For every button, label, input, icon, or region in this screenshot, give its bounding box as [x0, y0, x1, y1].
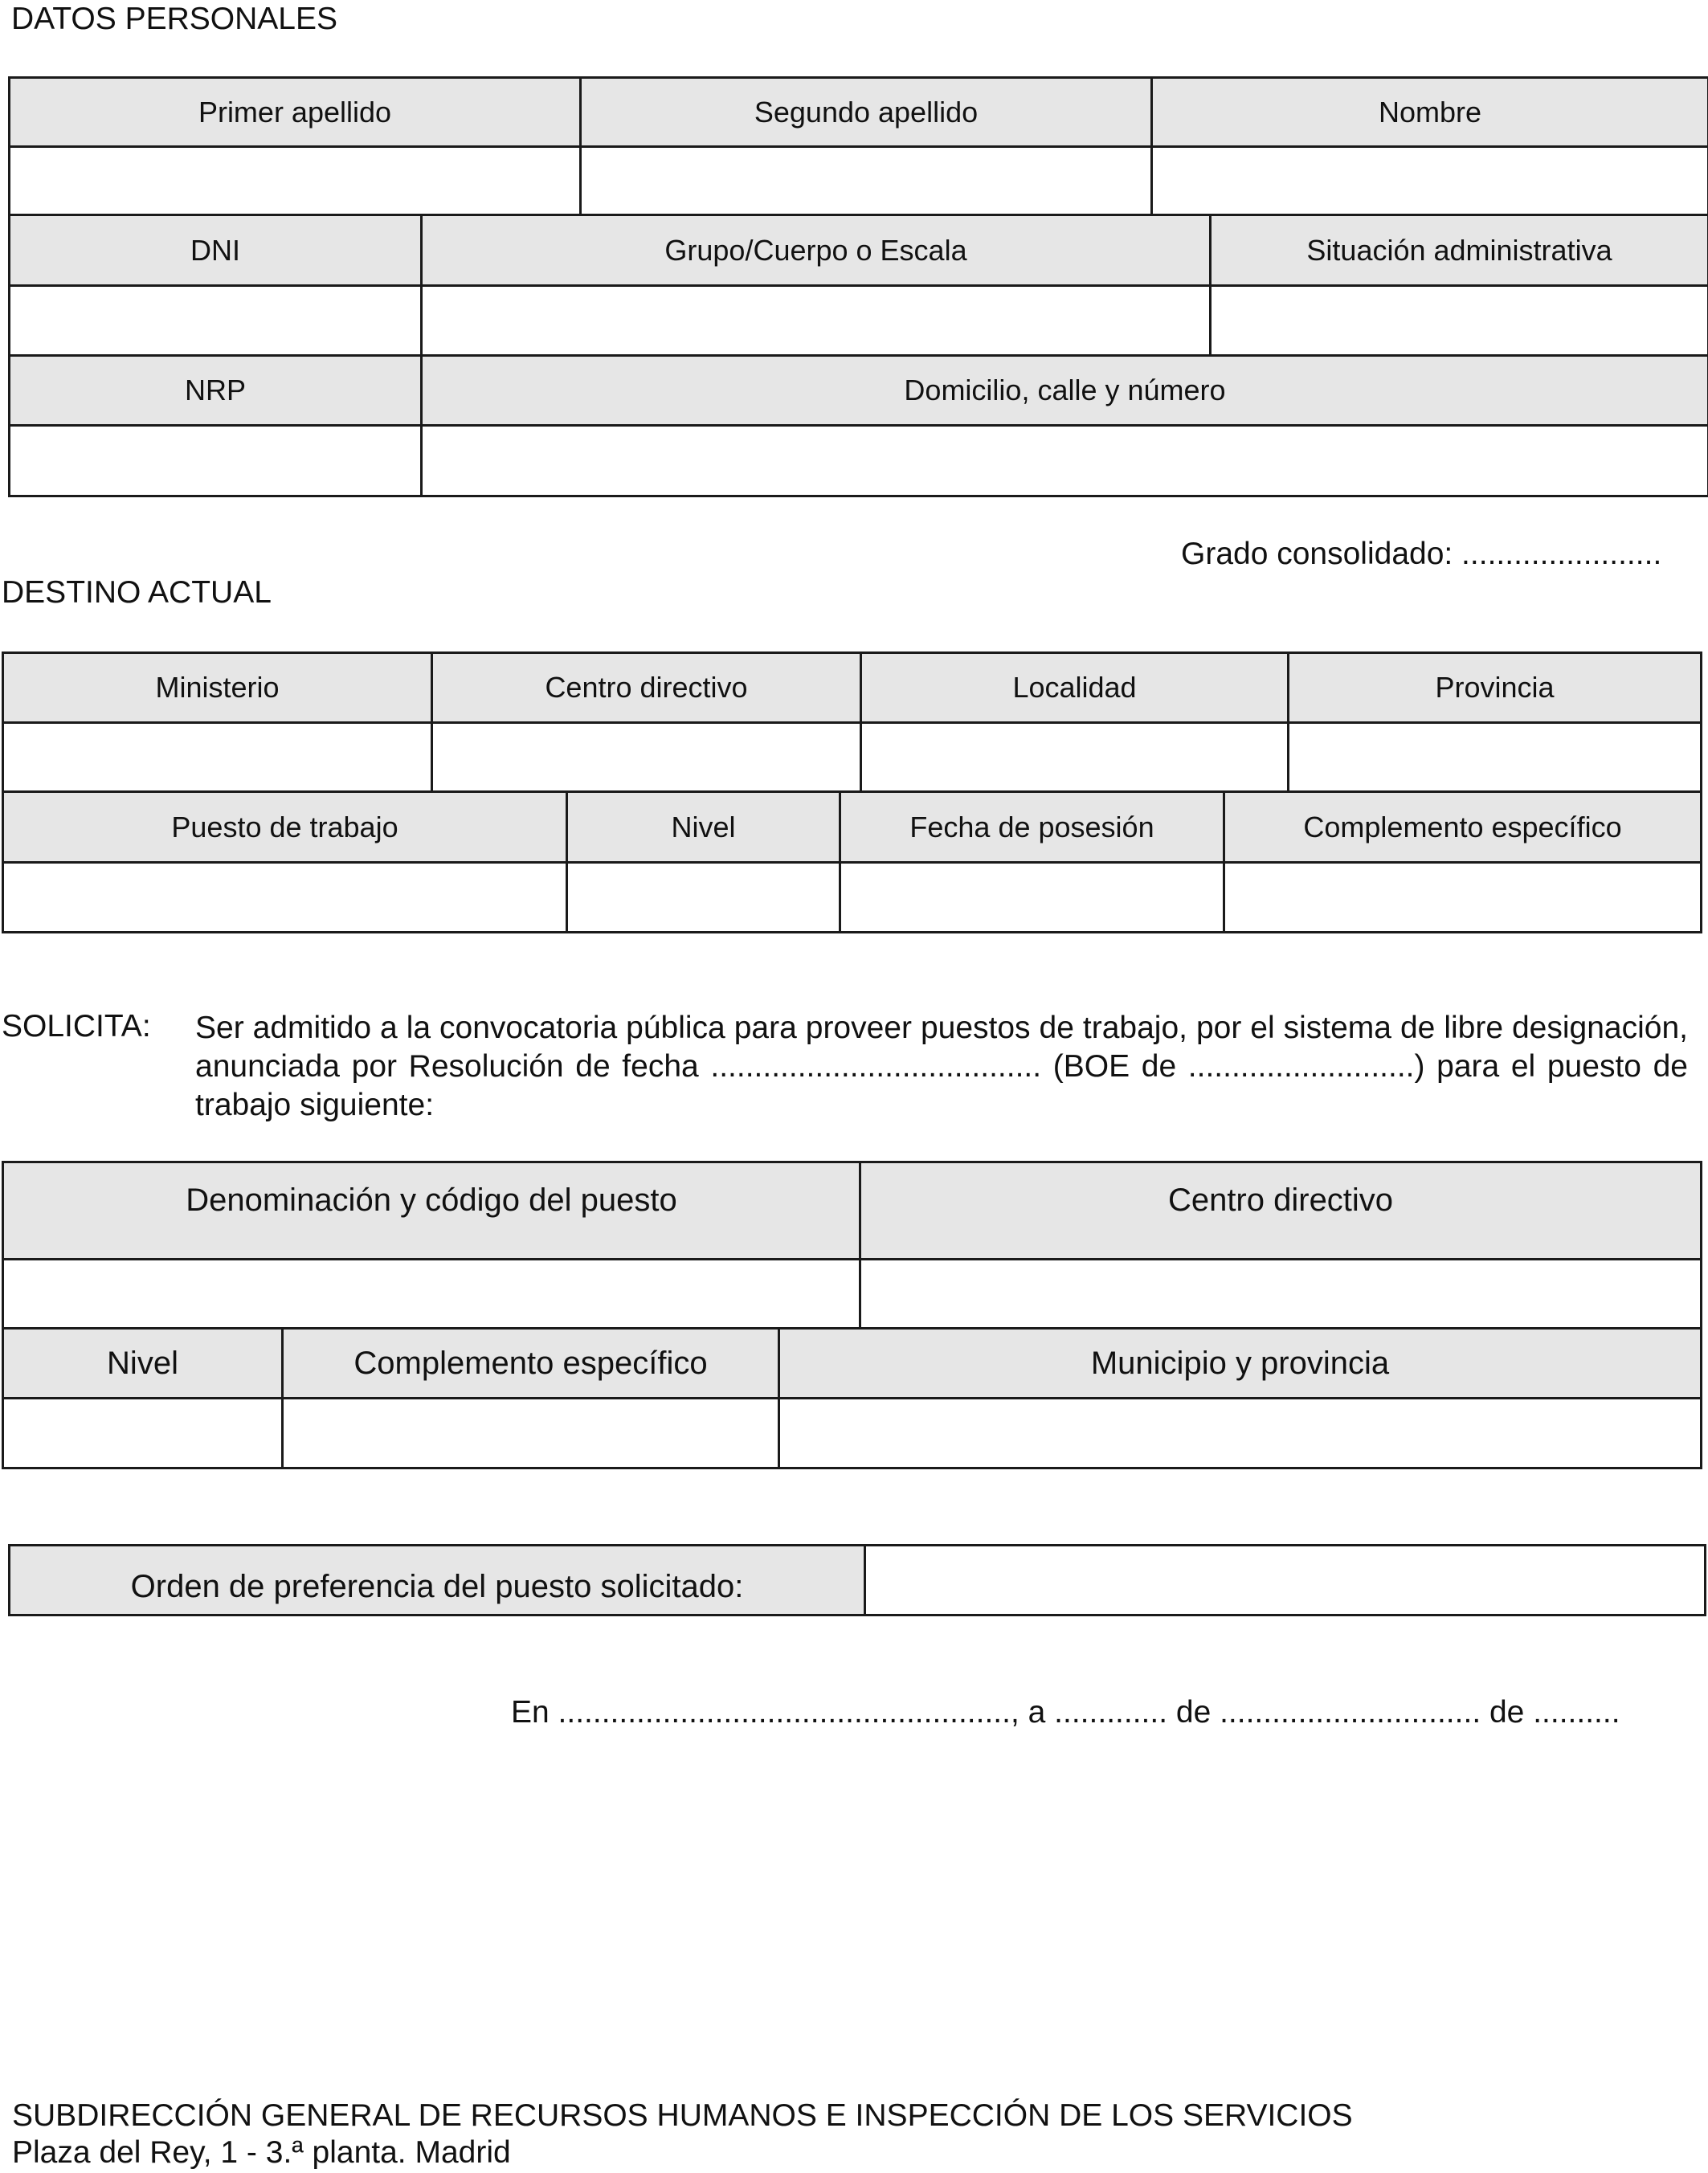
footer-subdireccion: SUBDIRECCIÓN GENERAL DE RECURSOS HUMANOS E INSPECCIÓN DE LOS SERVICIOS — [12, 2098, 1353, 2133]
field-localidad[interactable] — [861, 723, 1289, 794]
field-domicilio[interactable] — [422, 426, 1708, 496]
field-segundo-apellido[interactable] — [581, 147, 1152, 218]
header-primer-apellido: Primer apellido — [10, 78, 581, 147]
datos-personales-table-2 — [8, 214, 1708, 497]
field-primer-apellido[interactable] — [10, 147, 581, 218]
field-ministerio[interactable] — [3, 723, 432, 794]
field-nivel[interactable] — [567, 863, 840, 933]
header-grupo-cuerpo: Grupo/Cuerpo o Escala — [422, 215, 1211, 286]
header-segundo-apellido: Segundo apellido — [581, 78, 1152, 147]
header-ministerio: Ministerio — [3, 653, 432, 723]
header-nivel: Nivel — [567, 792, 840, 863]
field-municipio-provincia[interactable] — [779, 1399, 1702, 1468]
field-nrp[interactable] — [10, 426, 422, 496]
header-complemento-especifico-puesto: Complemento específico — [283, 1329, 779, 1399]
header-nivel-puesto: Nivel — [3, 1329, 283, 1399]
field-centro-directivo[interactable] — [432, 723, 861, 794]
solicita-label: SOLICITA: — [2, 1009, 151, 1044]
field-puesto-de-trabajo[interactable] — [3, 863, 567, 933]
field-centro-directivo-puesto[interactable] — [860, 1260, 1702, 1329]
grado-consolidado: Grado consolidado: ....................... — [1181, 537, 1662, 571]
header-nrp: NRP — [10, 356, 422, 426]
header-municipio-provincia: Municipio y provincia — [779, 1329, 1702, 1399]
header-fecha-de-posesion: Fecha de posesión — [840, 792, 1224, 863]
field-orden-preferencia[interactable] — [865, 1546, 1706, 1615]
header-domicilio: Domicilio, calle y número — [422, 356, 1708, 426]
puesto-solicitado-table-1 — [2, 1161, 1702, 1330]
field-complemento-especifico[interactable] — [1224, 863, 1702, 933]
field-denominacion-codigo[interactable] — [3, 1260, 860, 1329]
header-puesto-de-trabajo: Puesto de trabajo — [3, 792, 567, 863]
header-denominacion-codigo: Denominación y código del puesto — [3, 1162, 860, 1260]
header-orden-preferencia: Orden de preferencia del puesto solicitado: — [10, 1546, 865, 1615]
puesto-solicitado-table-2 — [2, 1327, 1702, 1469]
header-dni: DNI — [10, 215, 422, 286]
field-fecha-de-posesion[interactable] — [840, 863, 1224, 933]
header-complemento-especifico: Complemento específico — [1224, 792, 1702, 863]
field-situacion-administrativa[interactable] — [1211, 286, 1708, 356]
header-localidad: Localidad — [861, 653, 1289, 723]
destino-actual-table-1 — [2, 651, 1702, 794]
header-provincia: Provincia — [1289, 653, 1702, 723]
header-nombre: Nombre — [1152, 78, 1708, 147]
field-nivel-puesto[interactable] — [3, 1399, 283, 1468]
header-centro-directivo-puesto: Centro directivo — [860, 1162, 1702, 1260]
lugar-fecha-line: En ...................................................., a ............. de .............................. de .......... — [511, 1695, 1620, 1730]
footer-direccion: Plaza del Rey, 1 - 3.ª planta. Madrid — [12, 2135, 511, 2170]
section-title-destino-actual: DESTINO ACTUAL — [2, 575, 272, 610]
orden-preferencia-table — [8, 1544, 1706, 1616]
header-centro-directivo: Centro directivo — [432, 653, 861, 723]
field-provincia[interactable] — [1289, 723, 1702, 794]
solicita-text: Ser admitido a la convocatoria pública para proveer puestos de trabajo, por el sistema de libre designación, anunciada por Resolución de fecha ...................................... (BOE de ..........................) para el puesto de trabajo siguiente: — [195, 1011, 1688, 1122]
header-situacion-administrativa: Situación administrativa — [1211, 215, 1708, 286]
field-nombre[interactable] — [1152, 147, 1708, 218]
destino-actual-table-2 — [2, 790, 1702, 933]
section-title-datos-personales: DATOS PERSONALES — [11, 2, 338, 36]
field-complemento-especifico-puesto[interactable] — [283, 1399, 779, 1468]
field-grupo-cuerpo[interactable] — [422, 286, 1211, 356]
datos-personales-table-1 — [8, 76, 1708, 219]
field-dni[interactable] — [10, 286, 422, 356]
